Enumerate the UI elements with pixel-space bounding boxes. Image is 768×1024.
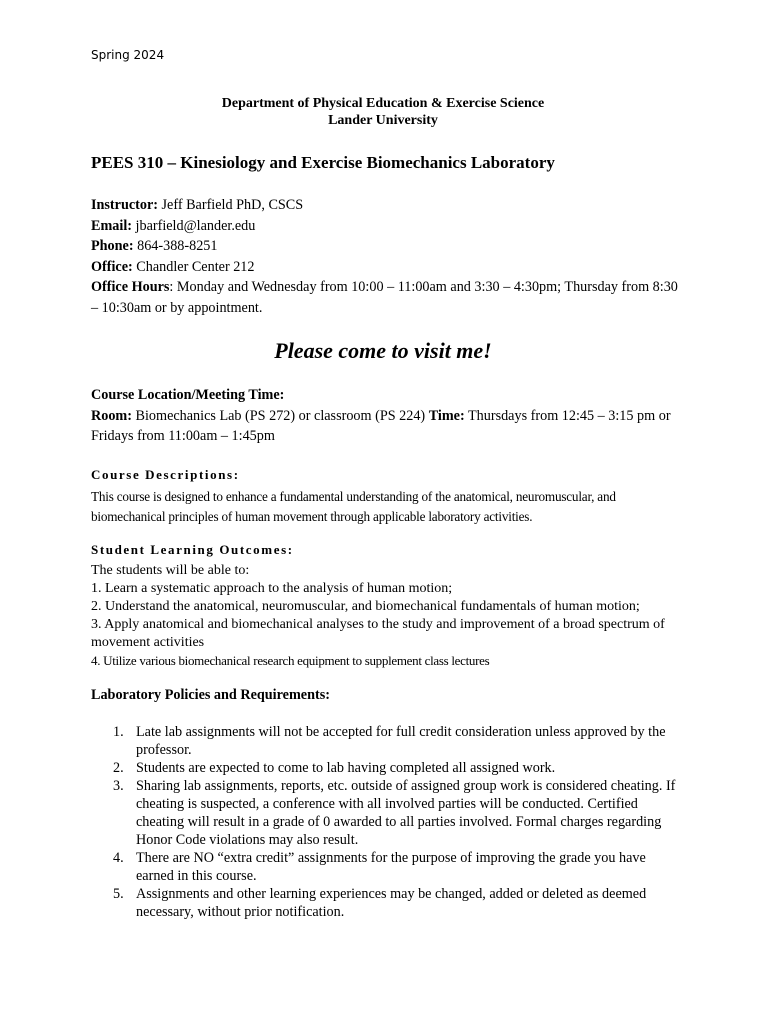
outcomes-list	[91, 562, 686, 670]
email-label: Email:	[91, 217, 132, 234]
policy-text: There are NO “extra credit” assignments for the purpose of improving the grade you have earned in this course.	[136, 850, 646, 884]
department-block	[91, 95, 675, 129]
email-value: jbarfield@lander.edu	[131, 217, 256, 234]
phone-value: 864-388-8251	[133, 238, 218, 254]
descriptions-heading: Course Descriptions:	[91, 467, 240, 482]
outcome-item: 2. Understand the anatomical, neuromuscular, and biomechanical fundamentals of human motion;	[91, 599, 640, 614]
university-name: Lander University	[328, 113, 438, 128]
policy-item	[91, 759, 681, 777]
phone-label: Phone:	[91, 238, 134, 254]
outcome-item: 3. Apply anatomical and biomechanical analyses to the study and improvement of a broad spectrum of movement activities	[91, 617, 665, 650]
location-heading-text: Course Location/Meeting Time:	[91, 387, 285, 403]
policy-text: Sharing lab assignments, reports, etc. outside of assigned group work is considered cheating. If cheating is suspected, a conference with all involved parties will be conducted. Certified cheating will result in a grade of 0 awarded to all parties involved. Formal charges regarding Honor Code violations may also result.	[136, 778, 676, 848]
policy-item	[91, 723, 681, 759]
office-value: Chandler Center 212	[132, 258, 255, 275]
policies-list	[91, 723, 691, 921]
time-value: Thursdays from 12:45 – 3:15 pm or Fridays from 11:00am – 1:45pm	[91, 407, 671, 444]
policy-text: Students are expected to come to lab having completed all assigned work.	[136, 760, 556, 776]
term-header: Spring 2024	[91, 48, 165, 62]
policies-heading: Laboratory Policies and Requirements:	[91, 687, 330, 703]
policy-item	[91, 849, 681, 885]
location-heading	[91, 385, 681, 406]
policy-item	[91, 777, 681, 849]
department-name: Department of Physical Education & Exercise Science	[221, 96, 545, 111]
policy-text: Assignments and other learning experiences may be changed, added or deleted as deemed necessary, without prior notification.	[136, 886, 647, 920]
policy-text: Late lab assignments will not be accepted for full credit consideration unless approved by the professor.	[136, 724, 666, 758]
visit-message: Please come to visit me!	[274, 338, 492, 363]
instructor-line	[91, 195, 681, 216]
outcome-item: 1. Learn a systematic approach to the analysis of human motion;	[91, 581, 453, 596]
policy-item	[91, 885, 681, 921]
instructor-info	[91, 195, 681, 318]
phone-line	[91, 236, 681, 257]
outcomes-heading: Student Learning Outcomes:	[91, 542, 294, 557]
office-hours-value: : Monday and Wednesday from 10:00 – 11:00am and 3:30 – 4:30pm; Thursday from 8:30 – 10:30am or by appointment.	[91, 279, 678, 316]
location-section	[91, 385, 681, 447]
time-label: Time:	[428, 407, 465, 424]
office-line	[91, 257, 681, 278]
office-hours-line	[91, 277, 681, 318]
office-hours-label: Office Hours	[91, 279, 170, 295]
office-label: Office:	[91, 258, 133, 275]
instructor-label: Instructor:	[91, 197, 158, 213]
outcomes-intro: The students will be able to:	[91, 563, 250, 578]
policy-number: 1.	[113, 724, 124, 740]
policy-number: 2.	[113, 760, 124, 776]
policy-number: 4.	[113, 850, 124, 866]
room-value: Biomechanics Lab (PS 272) or classroom (PS 224)	[131, 407, 429, 424]
policy-number: 3.	[113, 778, 124, 794]
instructor-value: Jeff Barfield PhD, CSCS	[157, 197, 304, 213]
outcome-item: 4. Utilize various biomechanical research equipment to supplement class lectures	[91, 653, 490, 668]
policy-number: 5.	[113, 886, 124, 902]
descriptions-text: This course is designed to enhance a fundamental understanding of the anatomical, neuromuscular, and biomechanical principles of human movement through applicable laboratory activities.	[91, 489, 616, 524]
email-line	[91, 216, 681, 237]
course-title: PEES 310 – Kinesiology and Exercise Biomechanics Laboratory	[91, 153, 555, 172]
room-label: Room:	[91, 407, 132, 424]
room-time-line	[91, 406, 681, 447]
